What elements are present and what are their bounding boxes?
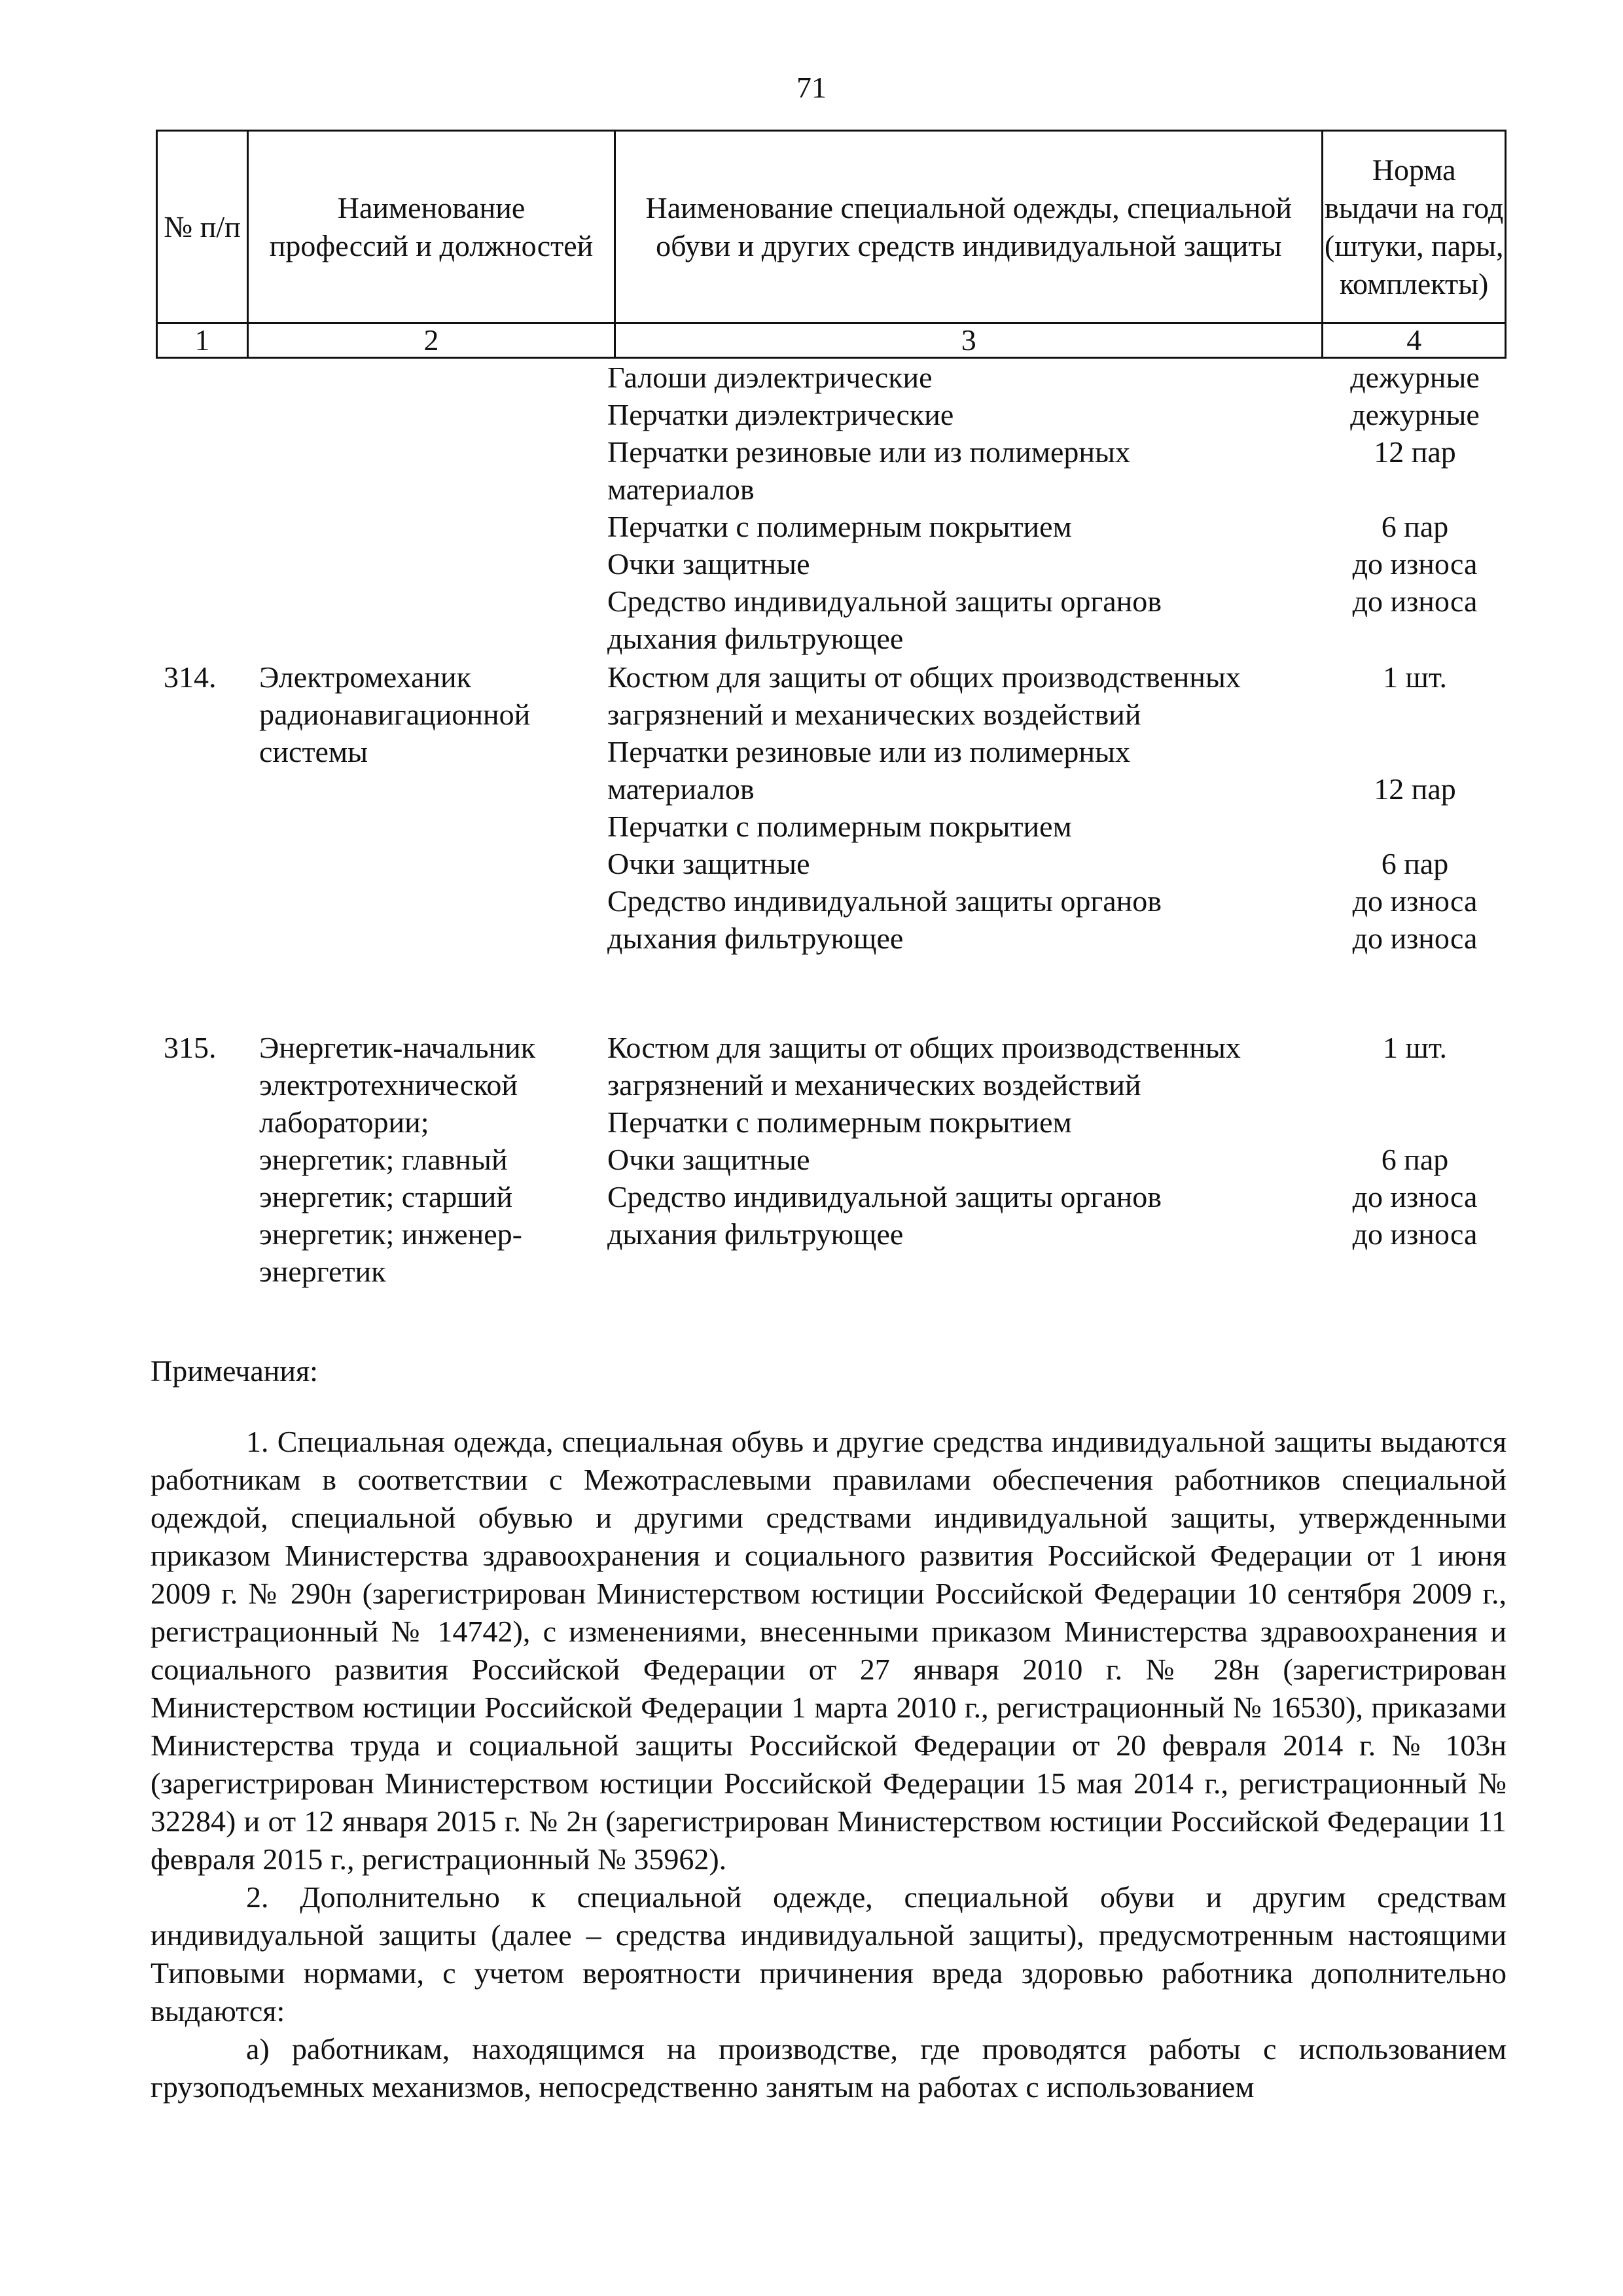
column-number-1: 1 [157,323,248,358]
notes-title: Примечания: [151,1354,318,1388]
list-item: Галоши диэлектрические [607,361,933,394]
list-item: Перчатки с полимерным покрытием [607,1105,1072,1139]
table-header [156,130,1507,359]
norm-value: 12 пар [1374,772,1456,806]
column-number-4: 4 [1323,323,1506,358]
norm-value: дежурные [1350,398,1480,431]
header-col-number: № п/п [157,131,248,323]
header-col-profession: Наименование профессий и должностей [248,131,615,323]
list-item: Очки защитные [607,547,810,581]
norm-value: 1 шт. [1382,660,1448,694]
list-item: Перчатки с полимерным покрытием [607,510,1072,543]
list-item: Перчатки резиновые или из полимерных материалов [607,735,1130,806]
norm-value: до износа [1352,584,1478,618]
list-item: Средство индивидуальной защиты органов дыхания фильтрующее [607,1180,1162,1251]
norm-value: до износа [1352,1180,1478,1213]
header-col-items: Наименование специальной одежды, специальной обуви и других средств индивидуальной защиты [615,131,1323,323]
list-item: Очки защитные [607,1143,810,1176]
norm-value: 6 пар [1381,510,1449,543]
list-item: Средство индивидуальной защиты органов дыхания фильтрующее [607,584,1162,655]
header-col-norm: Норма выдачи на год (штуки, пары, комплекты) [1323,131,1506,323]
column-number-2: 2 [248,323,615,358]
norm-value: дежурные [1350,361,1480,394]
norm-value: 1 шт. [1382,1031,1448,1064]
item-list [607,359,1301,657]
norm-list [1325,658,1505,957]
table-row-continued [156,359,1507,658]
norm-list [1325,359,1505,620]
page-number: 71 [796,71,827,104]
list-item: Костюм для защиты от общих производственных загрязнений и механических воздействий [607,660,1241,731]
notes-section [151,1352,1507,2106]
norm-value: 6 пар [1381,1143,1449,1176]
table-row-315 [156,1029,1507,1330]
norm-value: до износа [1352,922,1478,955]
list-item: Средство индивидуальной защиты органов дыхания фильтрующее [607,884,1162,955]
item-list [607,658,1301,957]
note-paragraph-2: 2. Дополнительно к специальной одежде, специальной обуви и другим средствам индивидуальной защиты (далее – средства индивидуальной защиты), предусмотренным настоящими Типовыми нормами, с учетом вероятности причинения вреда здоровью работника дополнительно выдаются: [151,1880,1507,2028]
norm-value: 12 пар [1374,435,1456,469]
profession-name: Энергетик-начальник электротехнической лаборатории; энергетик; главный энергетик; старший энергетик; инженер-энергетик [259,1031,536,1288]
table-row-314 [156,658,1507,1029]
note-paragraph-3: а) работникам, находящимся на производстве, где проводятся работы с использованием грузоподъемных механизмов, непосредственно занятым на работах с использованием [151,2032,1507,2104]
norm-value: до износа [1352,884,1478,918]
table-body [156,359,1507,1330]
column-number-3: 3 [615,323,1323,358]
norm-value: 6 пар [1381,847,1449,880]
item-list [607,1029,1301,1253]
norm-value: до износа [1352,1217,1478,1251]
row-number: 314. [164,660,217,694]
list-item: Костюм для защиты от общих производственных загрязнений и механических воздействий [607,1031,1241,1102]
profession-name: Электромеханик радионавигационной системы [259,660,531,768]
list-item: Перчатки с полимерным покрытием [607,810,1072,843]
norm-value: до износа [1352,547,1478,581]
list-item: Перчатки резиновые или из полимерных материалов [607,435,1130,506]
norm-list [1325,1029,1505,1253]
list-item: Перчатки диэлектрические [607,398,954,431]
list-item: Очки защитные [607,847,810,880]
note-paragraph-1: 1. Специальная одежда, специальная обувь и другие средства индивидуальной защиты выдаются работникам в соответствии с Межотраслевыми правилами обеспечения работников специальной одеждой, специальной обувью и другими средствами индивидуальной защиты, утвержденными приказом Министерства здравоохранения и социального развития Российской Федерации от 1 июня 2009 г. № 290н (зарегистрирован Министерством юстиции Российской Федерации 10 сентября 2009 г., регистрационный № 14742), с изменениями, внесенными приказом Министерства здравоохранения и социального развития Российской Федерации от 27 января 2010 г. № 28н (зарегистрирован Министерством юстиции Российской Федерации 1 марта 2010 г., регистрационный № 16530), приказами Министерства труда и социальной защиты Российской Федерации от 20 февраля 2014 г. № 103н (зарегистрирован Министерством юстиции Российской Федерации 15 мая 2014 г., регистрационный № 32284) и от 12 января 2015 г. № 2н (зарегистрирован Министерством юстиции Российской Федерации 11 февраля 2015 г., регистрационный № 35962). [151,1425,1507,1876]
row-number: 315. [164,1031,217,1064]
